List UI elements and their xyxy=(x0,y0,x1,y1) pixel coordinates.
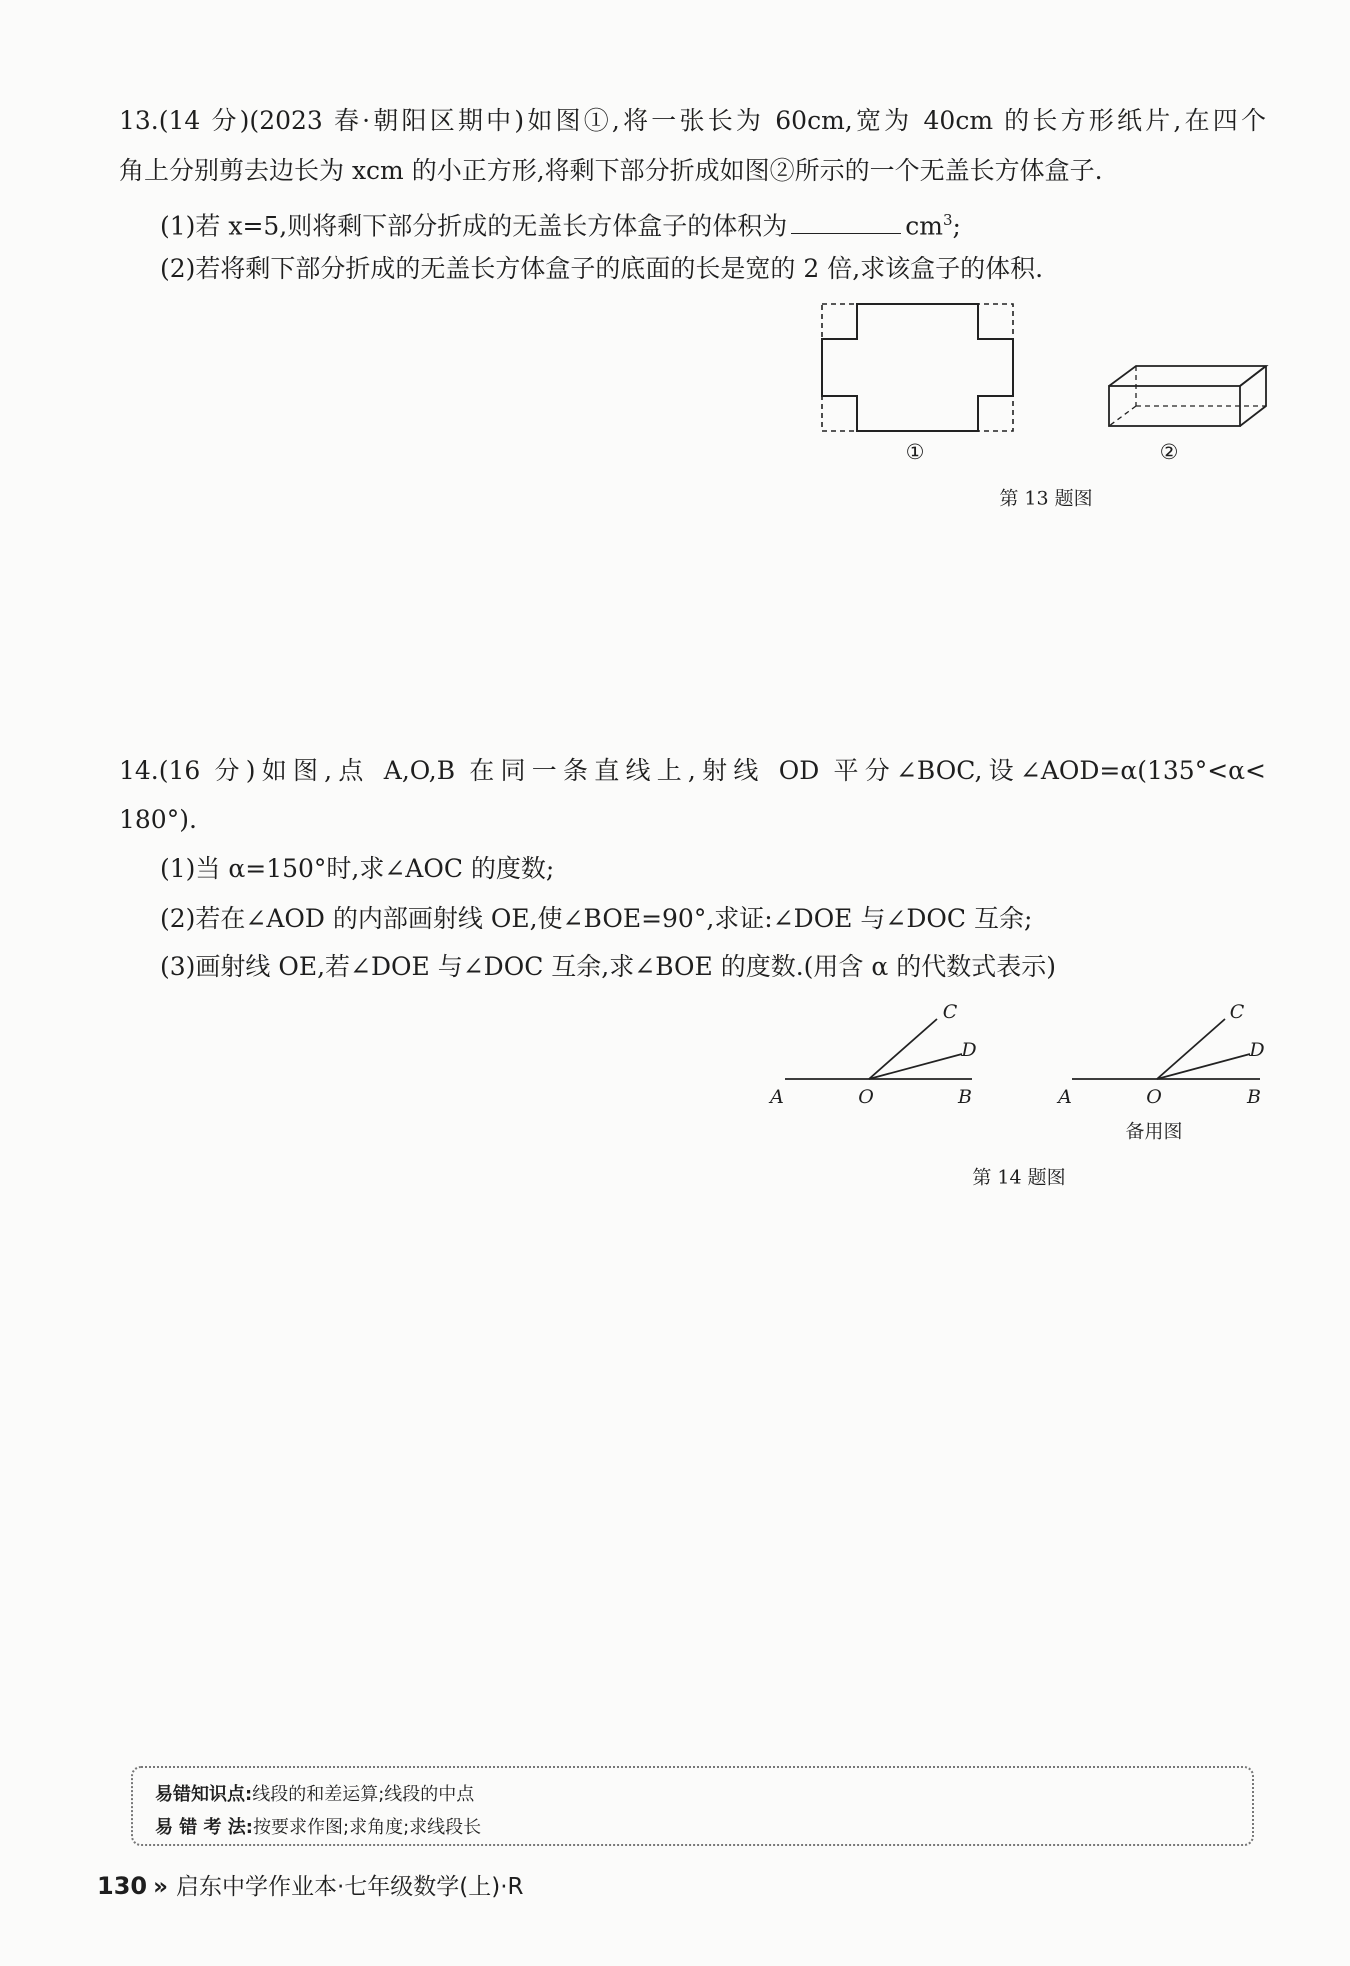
error-tips-box xyxy=(131,1766,1254,1846)
q13-line-2: 角上分别剪去边长为 xcm 的小正方形,将剩下部分折成如图②所示的一个无盖长方体盒子. xyxy=(119,156,1103,185)
method-tip-label: 易 错 考 法: xyxy=(155,1817,253,1838)
q13-figure-1-label: ① xyxy=(905,440,925,464)
q13-part-1-unit: cm xyxy=(905,211,943,241)
point-d-label: D xyxy=(961,1039,977,1061)
knowledge-tip-label: 易错知识点: xyxy=(155,1784,253,1805)
knowledge-tip-text: 线段的和差运算;线段的中点 xyxy=(252,1784,475,1805)
spare-figure-label: 备用图 xyxy=(1125,1120,1183,1143)
q14-part-2: (2)若在∠AOD 的内部画射线 OE,使∠BOE=90°,求证:∠DOE 与∠DOC 互余; xyxy=(160,904,1033,933)
q13-caption: 第 13 题图 xyxy=(999,487,1093,510)
q14-line-1: 14.(16 分)如图,点 A,O,B 在同一条直线上,射线 OD 平分∠BOC,设∠AOD=α(135°<α< xyxy=(119,756,1266,785)
spare-point-a-label: A xyxy=(1058,1086,1072,1108)
q13-line-1: 13.(14 分)(2023 春·朝阳区期中)如图①,将一张长为 60cm,宽为 40cm 的长方形纸片,在四个 xyxy=(119,106,1266,135)
q14-caption: 第 14 题图 xyxy=(972,1166,1066,1189)
spare-point-c-label: C xyxy=(1229,1001,1245,1023)
q13-figure-2-label: ② xyxy=(1159,440,1179,464)
spare-point-b-label: B xyxy=(1247,1086,1261,1108)
q13-part-1-suffix: ; xyxy=(952,211,961,241)
page-number: 130 xyxy=(97,1872,148,1900)
point-a-label: A xyxy=(770,1086,784,1108)
knowledge-tip xyxy=(155,1780,474,1806)
spare-point-d-label: D xyxy=(1249,1039,1265,1061)
q14-line-2: 180°). xyxy=(119,805,197,834)
q13-figure-2 xyxy=(1109,366,1266,426)
book-title: 启东中学作业本·七年级数学(上)·R xyxy=(175,1874,524,1900)
sheet-remaining-shape xyxy=(822,304,1013,431)
chevron-icon: » xyxy=(153,1874,168,1900)
point-b-label: B xyxy=(958,1086,972,1108)
q13-part-1-exponent: 3 xyxy=(942,211,953,229)
point-o-label: O xyxy=(858,1086,874,1108)
box-hidden-edge xyxy=(1109,406,1136,426)
spare-point-o-label: O xyxy=(1146,1086,1162,1108)
q13-figure-1 xyxy=(822,304,1013,431)
page-footer xyxy=(97,1868,524,1901)
q13-part-1-text: (1)若 x=5,则将剩下部分折成的无盖长方体盒子的体积为 xyxy=(160,211,788,241)
q14-figure-spare xyxy=(1072,1019,1260,1079)
method-tip-text: 按要求作图;求角度;求线段长 xyxy=(253,1817,482,1838)
q13-part-2: (2)若将剩下部分折成的无盖长方体盒子的底面的长是宽的 2 倍,求该盒子的体积. xyxy=(160,254,1044,283)
q14-part-3: (3)画射线 OE,若∠DOE 与∠DOC 互余,求∠BOE 的度数.(用含 α 的代数式表示) xyxy=(160,952,1056,981)
method-tip xyxy=(155,1813,481,1839)
q14-figure-main xyxy=(785,1019,972,1079)
q14-part-1: (1)当 α=150°时,求∠AOC 的度数; xyxy=(160,854,555,883)
point-c-label: C xyxy=(942,1001,958,1023)
box-corner-edge xyxy=(1240,366,1266,386)
